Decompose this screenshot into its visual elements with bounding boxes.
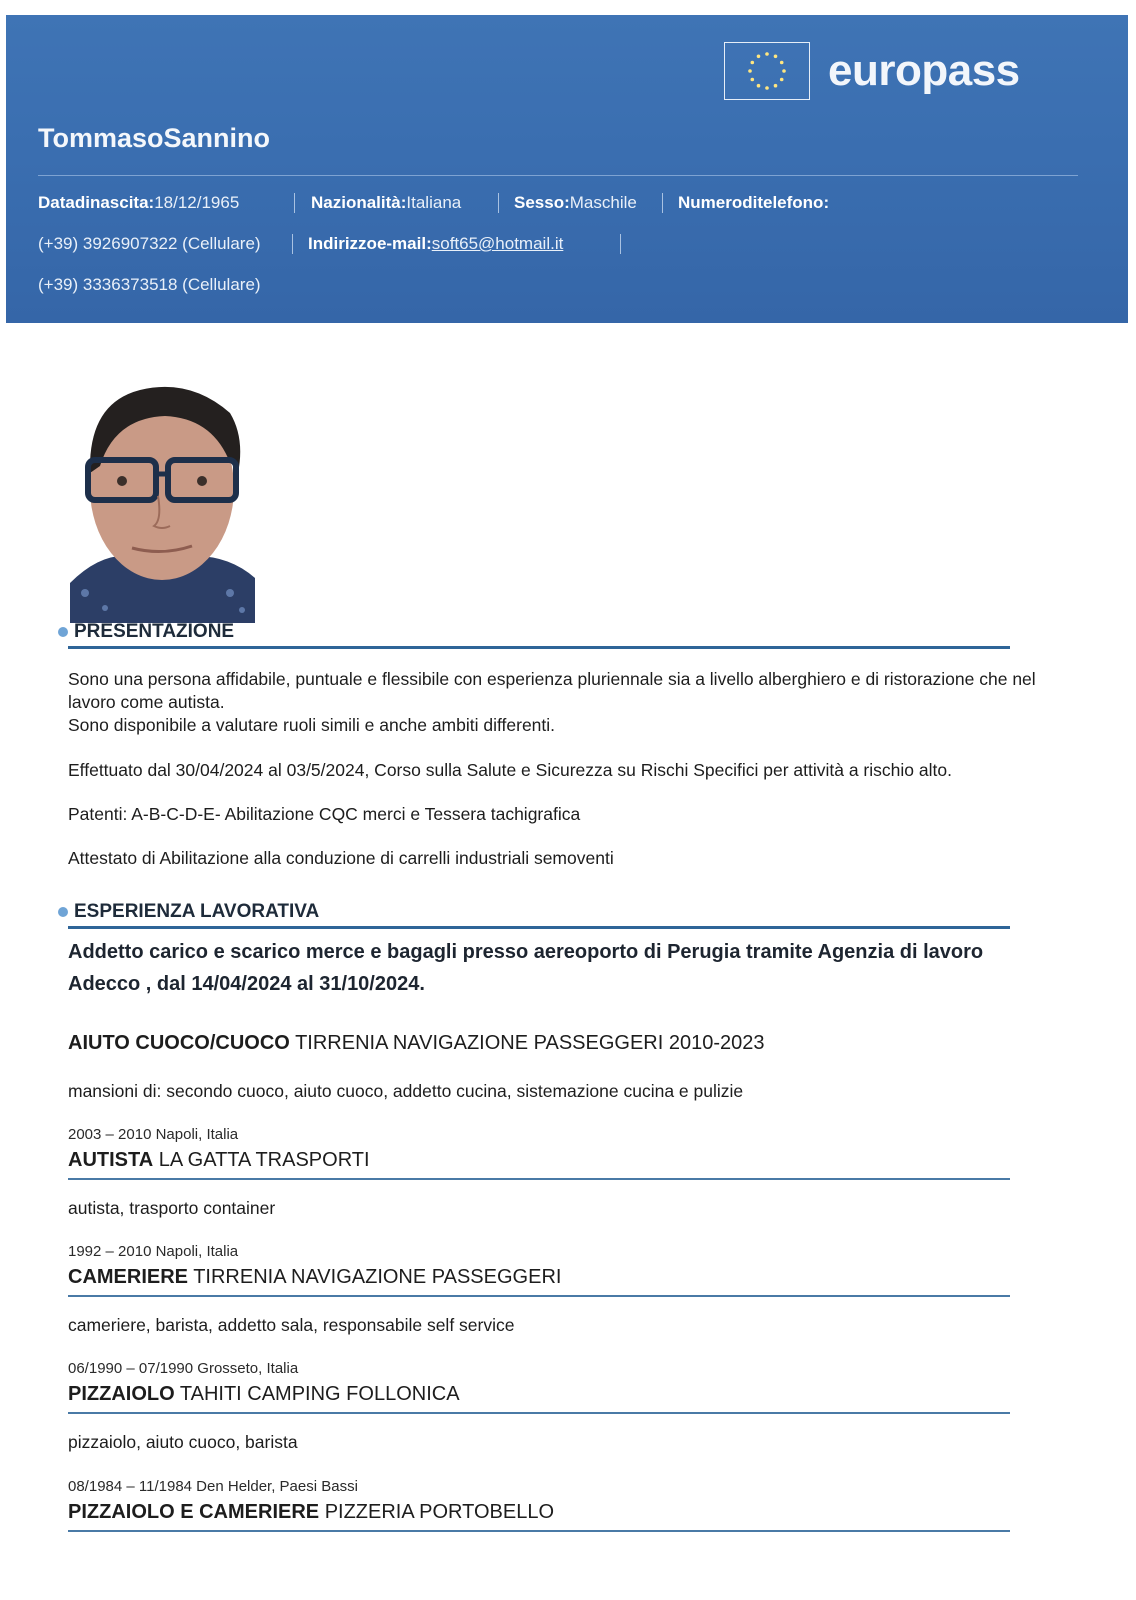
phone-number-2: (+39) 3336373518 (Cellulare)	[38, 275, 261, 294]
email: Indirizzoe-mail:soft65@hotmail.it	[308, 234, 564, 253]
experience-lead: Addetto carico e scarico merce e bagagli presso aereoporto di Perugia tramite Agenzia di lavoro Adecco , dal 14/04/2024 al 31/10/2024.	[68, 941, 984, 995]
job-meta: 2003 – 2010 Napoli, Italia	[68, 1126, 239, 1143]
header-divider	[38, 175, 1078, 176]
separator	[498, 193, 499, 213]
job-title: PIZZAIOLO TAHITI CAMPING FOLLONICA	[68, 1383, 460, 1405]
bullet-dot-icon	[58, 907, 68, 917]
job-divider	[68, 1295, 1010, 1297]
phone-number-1: (+39) 3926907322 (Cellulare)	[38, 234, 261, 253]
job-description: pizzaiolo, aiuto cuoco, barista	[68, 1432, 298, 1452]
bullet-dot-icon	[58, 627, 68, 637]
phone-label: Numeroditelefono:	[678, 193, 830, 212]
experience-title: ESPERIENZA LAVORATIVA	[58, 901, 319, 923]
email-link[interactable]: soft65@hotmail.it	[431, 234, 564, 253]
separator	[292, 234, 293, 254]
presentation-paragraph: Attestato di Abilitazione alla conduzione di carrelli industriali semoventi	[68, 848, 614, 868]
sex: Sesso:Maschile	[514, 193, 637, 212]
job-title: CAMERIERE TIRRENIA NAVIGAZIONE PASSEGGERI	[68, 1266, 562, 1288]
eu-stars-icon	[724, 42, 810, 100]
job-meta: 1992 – 2010 Napoli, Italia	[68, 1243, 239, 1260]
job-description: mansioni di: secondo cuoco, aiuto cuoco, addetto cucina, sistemazione cucina e pulizie	[68, 1081, 744, 1101]
candidate-name: TommasoSannino	[38, 123, 271, 153]
europass-logo	[724, 42, 1020, 100]
section-divider	[68, 926, 1010, 929]
profile-photo	[70, 378, 255, 623]
job-description: cameriere, barista, addetto sala, responsabile self service	[68, 1315, 515, 1335]
job-title: AIUTO CUOCO/CUOCO TIRRENIA NAVIGAZIONE PASSEGGERI 2010-2023	[68, 1032, 765, 1054]
job-title: PIZZAIOLO E CAMERIERE PIZZERIA PORTOBELLO	[68, 1501, 555, 1523]
europass-wordmark: europass	[828, 46, 1020, 95]
nationality: Nazionalità:Italiana	[311, 193, 462, 212]
job-description: autista, trasporto container	[68, 1198, 276, 1218]
job-meta: 06/1990 – 07/1990 Grosseto, Italia	[68, 1360, 299, 1377]
job-meta: 08/1984 – 11/1984 Den Helder, Paesi Bassi	[68, 1478, 358, 1495]
presentation-paragraph: Sono una persona affidabile, puntuale e flessibile con esperienza pluriennale sia a livello alberghiero e di ristorazione che nel lavoro come autista.	[68, 669, 1036, 712]
job-divider	[68, 1530, 1010, 1532]
job-divider	[68, 1412, 1010, 1414]
job-divider	[68, 1178, 1010, 1180]
job-title: AUTISTA LA GATTA TRASPORTI	[68, 1149, 370, 1171]
presentation-title: PRESENTAZIONE	[58, 621, 234, 643]
presentation-paragraph: Effettuato dal 30/04/2024 al 03/5/2024, Corso sulla Salute e Sicurezza su Rischi Specifici per attività a rischio alto.	[68, 760, 952, 780]
separator	[294, 193, 295, 213]
section-divider	[68, 646, 1010, 649]
cv-header	[6, 15, 1128, 323]
separator	[620, 234, 621, 254]
separator	[662, 193, 663, 213]
birth-date: Datadinascita:18/12/1965	[38, 193, 240, 212]
presentation-paragraph: Sono disponibile a valutare ruoli simili e anche ambiti differenti.	[68, 715, 556, 735]
presentation-paragraph: Patenti: A-B-C-D-E- Abilitazione CQC merci e Tessera tachigrafica	[68, 804, 581, 824]
